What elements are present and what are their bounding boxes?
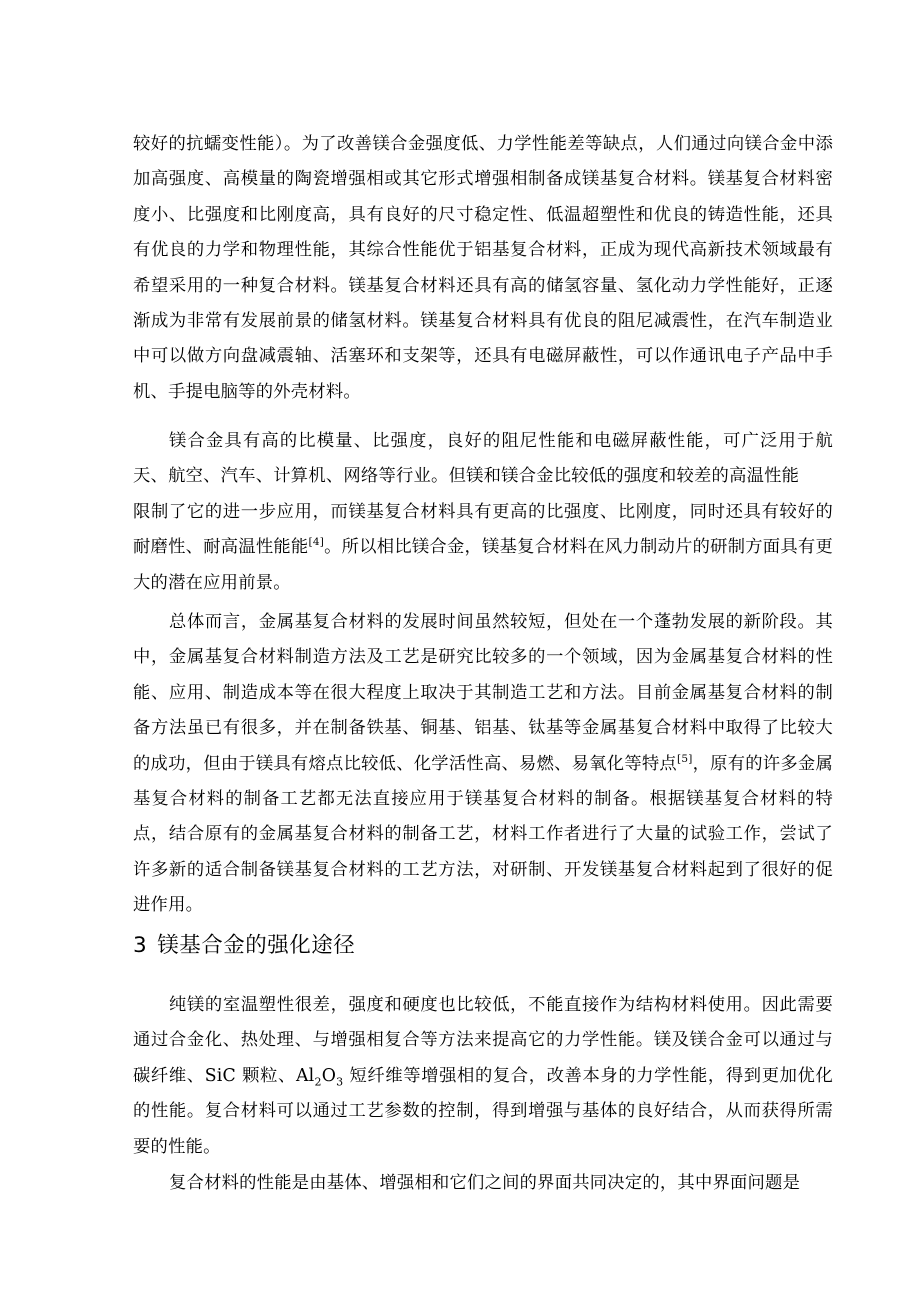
paragraph-5 <box>133 1166 833 1201</box>
paragraph-4-text-mid: 颗粒、 <box>236 1065 296 1086</box>
section-title: 镁基合金的强化途径 <box>157 933 356 958</box>
citation-5: [5] <box>676 752 693 765</box>
al2o3-formula <box>295 1065 344 1089</box>
paragraph-3-text-before-ref: 总体而言，金属基复合材料的发展时间虽然较短，但处在一个蓬勃发展的新阶段。其中，金属基复合材料制造方法及工艺是研究比较多的一个领域，因为金属基复合材料的性能、应用、制造成本等在很大程度上取决于其制造工艺和方法。目前金属基复合材料的制备方法虽已有很多，并在制备铁基、铜基、铝基、钛基等金属基复合材料中取得了比较大的成功，但由于镁具有熔点比较低、化学活性高、易燃、易氧化等特点 <box>133 612 833 774</box>
paragraph-3-text-after-ref: ，原有的许多金属基复合材料的制备工艺都无法直接应用于镁基复合材料的制备。根据镁基复合材料的特点，结合原有的金属基复合材料的制备工艺，材料工作者进行了大量的试验工作，尝试了许多新的适合制备镁基复合材料的工艺方法，对研制、开发镁基复合材料起到了很好的促进作用。 <box>133 753 833 916</box>
paragraph-2-text-after-ref: 。所以相比镁合金，镁基复合材料在风力制动片的研制方面具有更大的潜在应用前景。 <box>133 537 833 593</box>
o-symbol: O <box>321 1065 337 1086</box>
o-subscript: 3 <box>336 1075 344 1089</box>
paragraph-2-text-before-ref: 限制了它的进一步应用，而镁基复合材料具有更高的比强度、比刚度，同时还具有较好的耐磨性、耐高温性能能 <box>133 501 833 558</box>
paragraph-1-text: 较好的抗蠕变性能）。为了改善镁合金强度低、力学性能差等缺点，人们通过向镁合金中添加高强度、高模量的陶瓷增强相或其它形式增强相制备成镁基复合材料。镁基复合材料密度小、比强度和比刚度高，具有良好的尺寸稳定性、低温超塑性和优良的铸造性能，还具有优良的力学和物理性能，其综合性能优于铝基复合材料，正成为现代高新技术领域最有希望采用的一种复合材料。镁基复合材料还具有高的储氢容量、氢化动力学性能好，正逐渐成为非常有发展前景的储氢材料。镁基复合材料具有优良的阻尼减震性，在汽车制造业中可以做方向盘减震轴、活塞环和支架等，还具有电磁屏蔽性，可以作通讯电子产品中手机、手提电脑等的外壳材料。 <box>133 134 833 402</box>
section-heading <box>133 930 355 962</box>
paragraph-2-line1: 镁合金具有高的比模量、比强度，良好的阻尼性能和电磁屏蔽性能，可广泛用于航天、航空、汽车、计算机、网络等行业。但镁和镁合金比较低的强度和较差的高温性能 <box>133 431 833 487</box>
paragraph-3 <box>133 605 833 924</box>
paragraph-4-text-after: 短纤维等增强相的复合，改善本身的力学性能，得到更加优化的性能。复合材料可以通过工艺参数的控制，得到增强与基体的良好结合，从而获得所需要的性能。 <box>133 1065 833 1157</box>
al-symbol: Al <box>295 1065 315 1086</box>
al-subscript: 2 <box>314 1075 322 1089</box>
paragraph-4 <box>133 988 833 1165</box>
paragraph-4-text-before-sic: 纯镁的室温塑性很差，强度和硬度也比较低，不能直接作为结构材料使用。因此需要通过合金化、热处理、与增强相复合等方法来提高它的力学性能。镁及镁合金可以通过与碳纤维、 <box>133 995 833 1086</box>
sic-term: SiC <box>204 1065 237 1086</box>
citation-4: [4] <box>308 536 325 549</box>
paragraph-1 <box>133 127 833 410</box>
paragraph-5-text: 复合材料的性能是由基体、增强相和它们之间的界面共同决定的，其中界面问题是 <box>169 1173 801 1193</box>
paragraph-2 <box>133 424 833 601</box>
section-number: 3 <box>133 933 148 958</box>
